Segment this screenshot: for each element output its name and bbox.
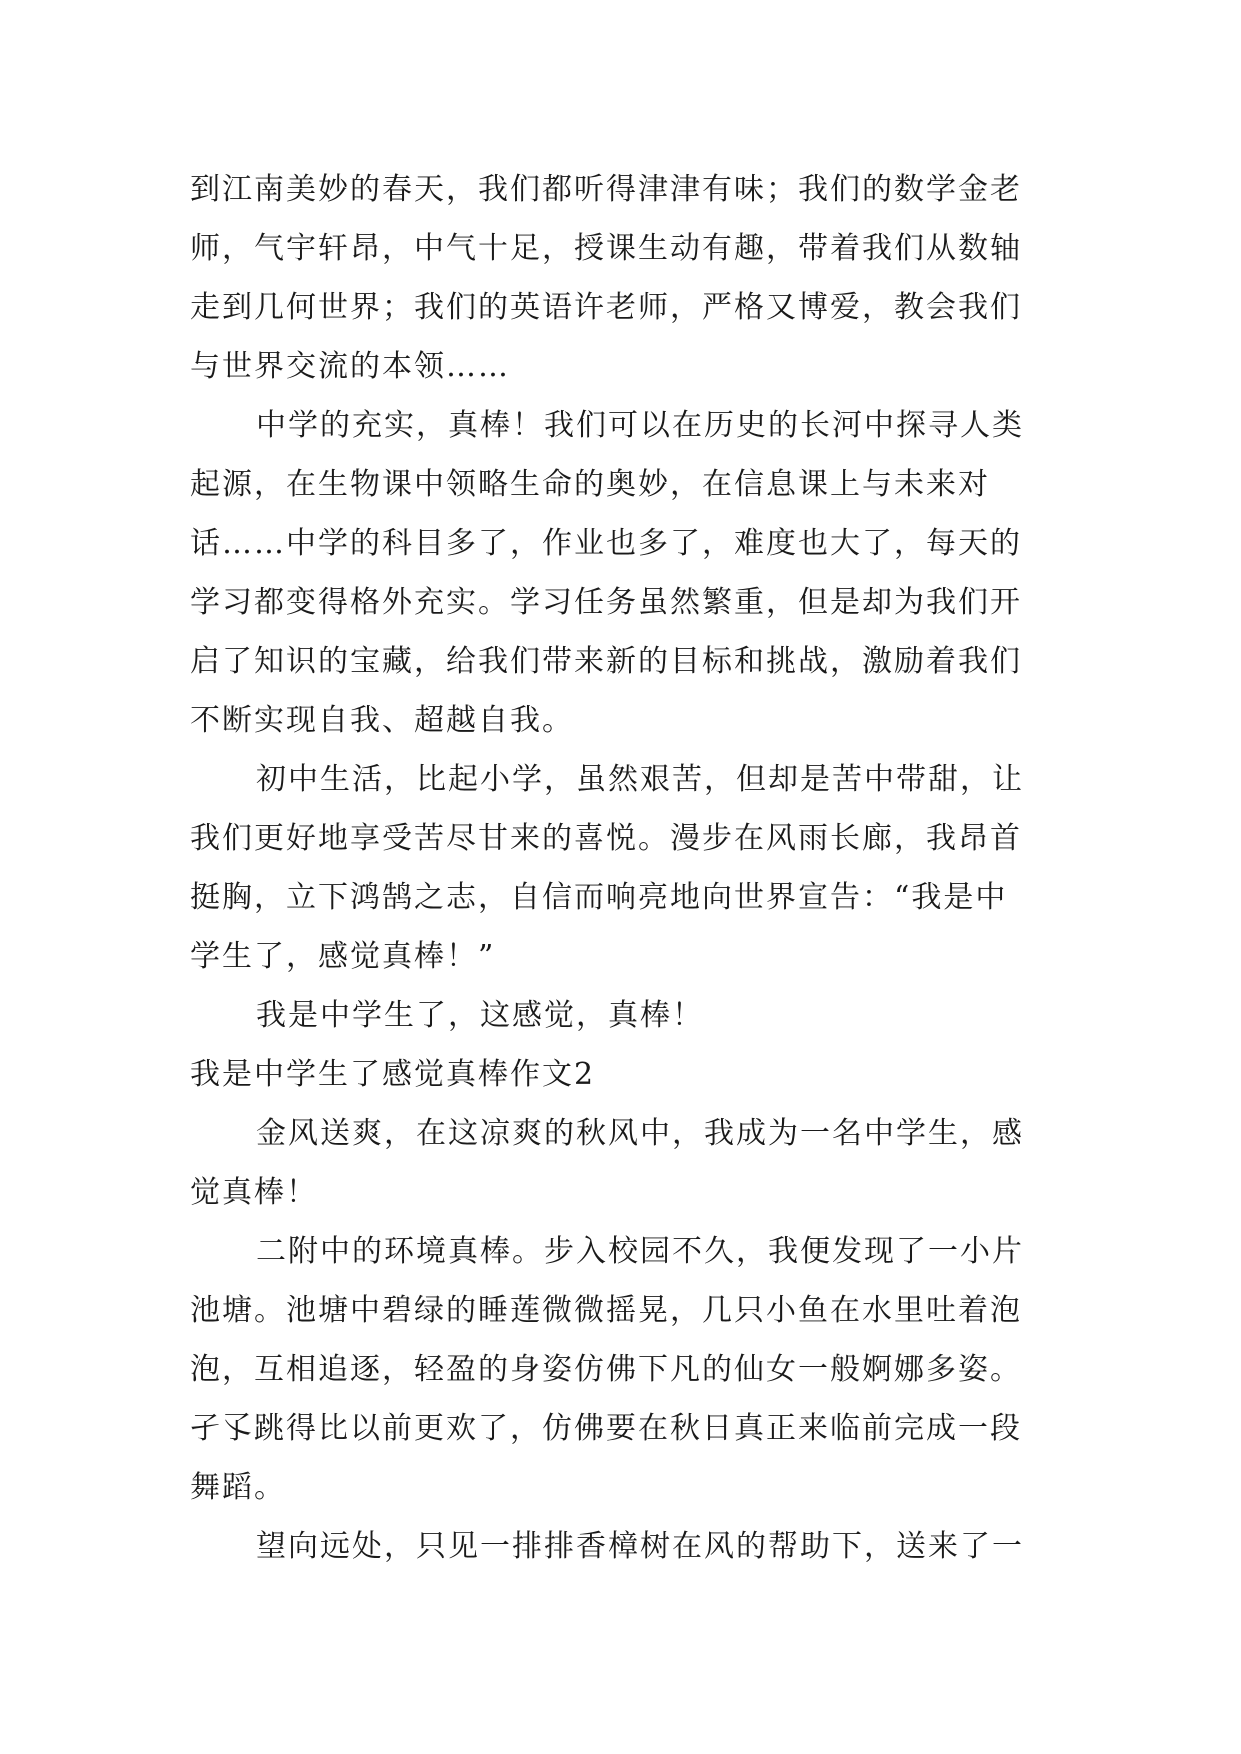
text-line: 我是中学生了，这感觉，真棒！ <box>256 998 704 1033</box>
text-line: 学习都变得格外充实。学习任务虽然繁重，但是却为我们开 <box>190 585 1022 620</box>
text-line: 觉真棒！ <box>190 1175 318 1210</box>
text-line: 初中生活，比起小学，虽然艰苦，但却是苦中带甜，让 <box>256 762 1024 797</box>
text-line: 我是中学生了感觉真棒作文2 <box>190 1057 596 1092</box>
text-line: 话……中学的科目多了，作业也多了，难度也大了，每天的 <box>190 526 1022 561</box>
text-line: 泡，互相追逐，轻盈的身姿仿佛下凡的仙女一般婀娜多姿。 <box>190 1352 1022 1387</box>
text-line: 金风送爽，在这凉爽的秋风中，我成为一名中学生，感 <box>256 1116 1024 1151</box>
text-line: 池塘。池塘中碧绿的睡莲微微摇晃，几只小鱼在水里吐着泡 <box>190 1293 1022 1328</box>
text-line: 孑孓跳得比以前更欢了，仿佛要在秋日真正来临前完成一段 <box>190 1411 1022 1446</box>
text-line: 二附中的环境真棒。步入校园不久，我便发现了一小片 <box>256 1234 1024 1269</box>
text-line: 学生了，感觉真棒！” <box>190 939 496 974</box>
text-line: 挺胸，立下鸿鹄之志，自信而响亮地向世界宣告：“我是中 <box>190 880 1008 915</box>
text-line: 师，气宇轩昂，中气十足，授课生动有趣，带着我们从数轴 <box>190 231 1022 266</box>
text-line: 我们更好地享受苦尽甘来的喜悦。漫步在风雨长廊，我昂首 <box>190 821 1022 856</box>
text-line: 不断实现自我、超越自我。 <box>190 703 574 738</box>
text-line: 与世界交流的本领…… <box>190 349 510 384</box>
text-line: 舞蹈。 <box>190 1470 286 1505</box>
text-line: 起源，在生物课中领略生命的奥妙，在信息课上与未来对 <box>190 467 990 502</box>
text-line: 中学的充实，真棒！我们可以在历史的长河中探寻人类 <box>256 408 1024 443</box>
text-line: 到江南美妙的春天，我们都听得津津有味；我们的数学金老 <box>190 172 1022 207</box>
document-body <box>190 160 1050 1576</box>
text-line: 望向远处，只见一排排香樟树在风的帮助下，送来了一 <box>256 1529 1024 1564</box>
text-line: 启了知识的宝藏，给我们带来新的目标和挑战，激励着我们 <box>190 644 1022 679</box>
text-line: 走到几何世界；我们的英语许老师，严格又博爱，教会我们 <box>190 290 1022 325</box>
